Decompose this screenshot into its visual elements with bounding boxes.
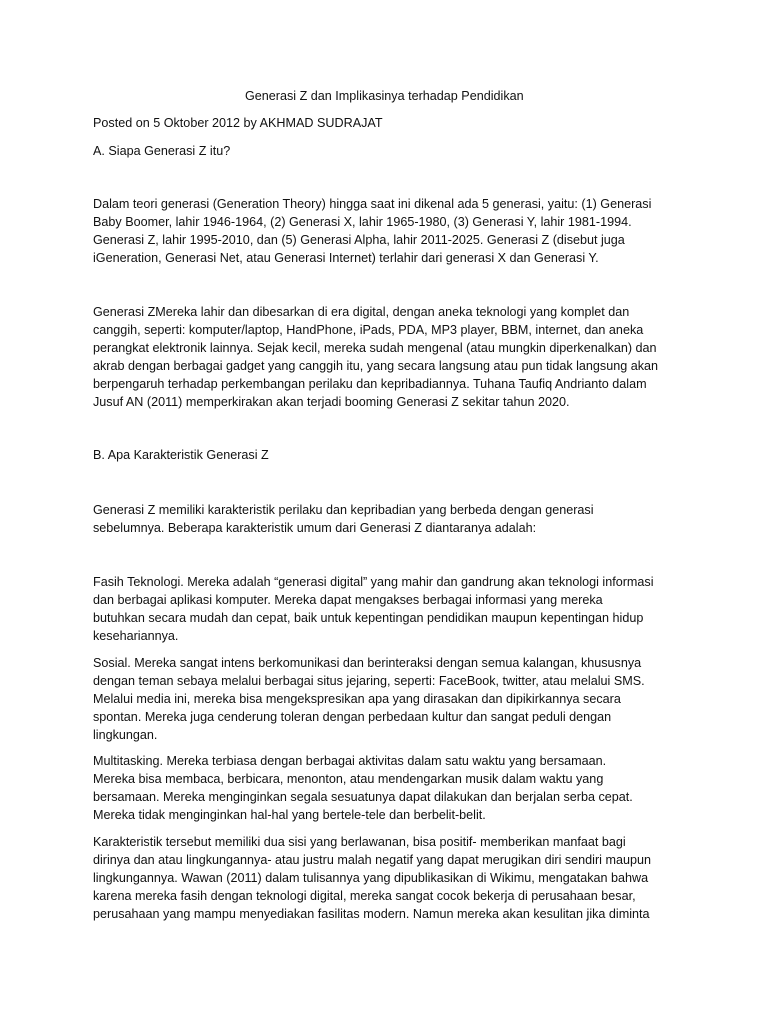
paragraph-line: canggih, seperti: komputer/laptop, HandPhone, iPads, PDA, MP3 player, BBM, internet, dan aneka xyxy=(93,323,644,337)
paragraph-line: kesehariannya. xyxy=(93,629,179,643)
section-b-heading: B. Apa Karakteristik Generasi Z xyxy=(93,448,269,462)
paragraph-line: bersamaan. Mereka menginginkan segala sesuatunya dapat dilakukan dan berjalan serba cepat. xyxy=(93,790,633,804)
paragraph-line: Mereka bisa membaca, berbicara, menonton, atau mendengarkan musik dalam waktu yang xyxy=(93,772,604,786)
section-a-heading: A. Siapa Generasi Z itu? xyxy=(93,144,231,158)
paragraph-line: Generasi Z memiliki karakteristik perilaku dan kepribadian yang berbeda dengan generasi xyxy=(93,503,594,517)
paragraph-line: Jusuf AN (2011) memperkirakan akan terjadi booming Generasi Z sekitar tahun 2020. xyxy=(93,395,570,409)
paragraph-line: spontan. Mereka juga cenderung toleran dengan perbedaan kultur dan sangat peduli dengan xyxy=(93,710,612,724)
paragraph-line: Mereka tidak menginginkan hal-hal yang bertele-tele dan berbelit-belit. xyxy=(93,808,486,822)
paragraph-line: Generasi Z, lahir 1995-2010, dan (5) Generasi Alpha, lahir 2011-2025. Generasi Z (disebut juga xyxy=(93,233,625,247)
paragraph-line: Dalam teori generasi (Generation Theory) hingga saat ini dikenal ada 5 generasi, yaitu: (1) Generasi xyxy=(93,197,652,211)
paragraph-line: Sosial. Mereka sangat intens berkomunikasi dan berinteraksi dengan semua kalangan, khususnya xyxy=(93,656,642,670)
paragraph-line: sebelumnya. Beberapa karakteristik umum dari Generasi Z diantaranya adalah: xyxy=(93,521,537,535)
paragraph-line: akrab dengan berbagai gadget yang canggih itu, yang secara langsung atau pun tidak langsung akan xyxy=(93,359,659,373)
paragraph-line: iGeneration, Generasi Net, atau Generasi Internet) terlahir dari generasi X dan Generasi Y. xyxy=(93,251,599,265)
paragraph-line: Fasih Teknologi. Mereka adalah “generasi digital” yang mahir dan gandrung akan teknologi informasi xyxy=(93,575,654,589)
paragraph-line: dengan teman sebaya melalui berbagai situs jejaring, seperti: FaceBook, twitter, atau melalui SMS. xyxy=(93,674,645,688)
document-title: Generasi Z dan Implikasinya terhadap Pendidikan xyxy=(245,89,524,103)
paragraph-line: berpengaruh terhadap perkembangan perilaku dan kepribadiannya. Tuhana Taufiq Andrianto dalam xyxy=(93,377,647,391)
paragraph-line: karena mereka fasih dengan teknologi digital, mereka sangat cocok bekerja di perusahaan besar, xyxy=(93,889,636,903)
paragraph-line: butuhkan secara mudah dan cepat, baik untuk kepentingan pendidikan maupun kepentingan hidup xyxy=(93,611,644,625)
paragraph-line: Karakteristik tersebut memiliki dua sisi yang berlawanan, bisa positif- memberikan manfaat bagi xyxy=(93,835,626,849)
paragraph-line: perusahaan yang mampu menyediakan fasilitas modern. Namun mereka akan kesulitan jika diminta xyxy=(93,907,650,921)
paragraph-line: lingkungannya. Wawan (2011) dalam tulisannya yang dipublikasikan di Wikimu, mengatakan bahwa xyxy=(93,871,649,885)
paragraph-line: Generasi ZMereka lahir dan dibesarkan di era digital, dengan aneka teknologi yang komplet dan xyxy=(93,305,630,319)
post-byline: Posted on 5 Oktober 2012 by AKHMAD SUDRAJAT xyxy=(93,116,383,130)
paragraph-line: perangkat elektronik lainnya. Sejak kecil, mereka sudah mengenal (atau mungkin diperkenalkan) dan xyxy=(93,341,657,355)
paragraph-line: dirinya dan atau lingkungannya- atau justru malah negatif yang dapat merugikan diri sendiri maupun xyxy=(93,853,651,867)
paragraph-line: dan berbagai aplikasi komputer. Mereka dapat mengakses berbagai informasi yang mereka xyxy=(93,593,603,607)
paragraph-line: Melalui media ini, mereka bisa mengekspresikan apa yang dirasakan dan dipikirkannya secara xyxy=(93,692,621,706)
paragraph-line: Baby Boomer, lahir 1946-1964, (2) Generasi X, lahir 1965-1980, (3) Generasi Y, lahir 1981-1994. xyxy=(93,215,632,229)
paragraph-line: Multitasking. Mereka terbiasa dengan berbagai aktivitas dalam satu waktu yang bersamaan. xyxy=(93,754,607,768)
paragraph-line: lingkungan. xyxy=(93,728,158,742)
